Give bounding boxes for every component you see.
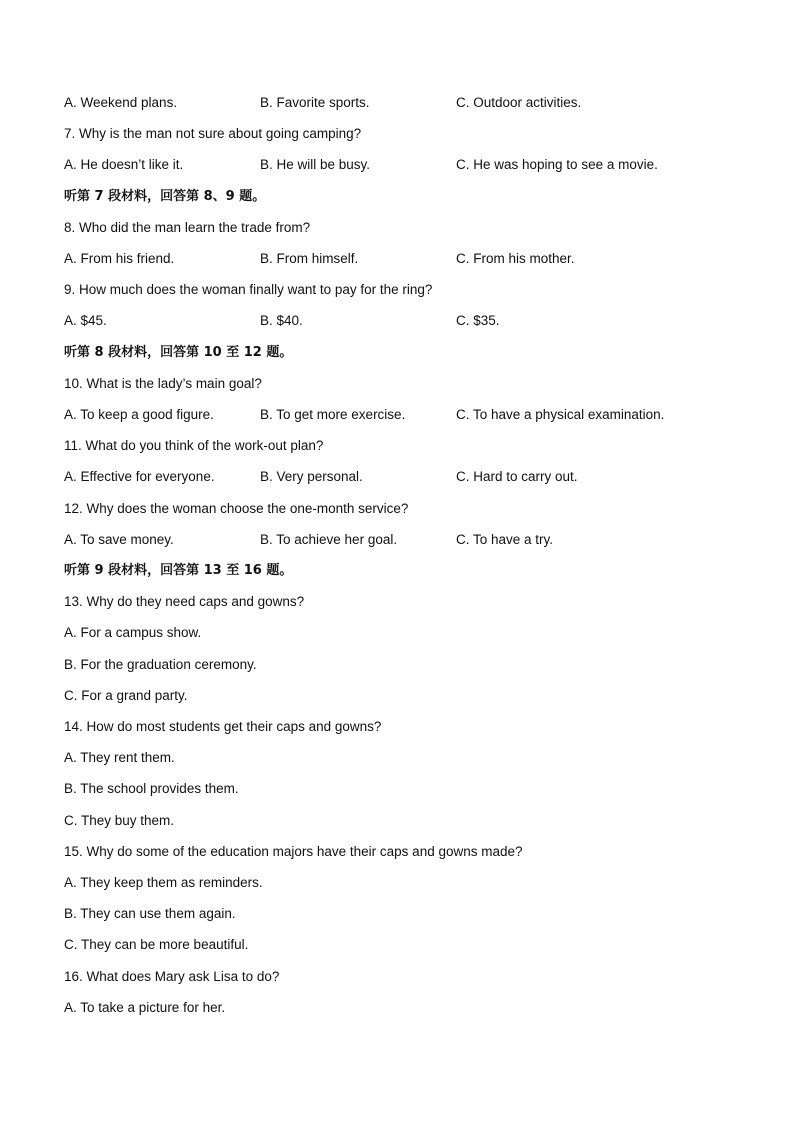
answer-option: A. He doesn’t like it.	[64, 157, 184, 172]
answer-option: B. To get more exercise.	[260, 407, 406, 422]
answer-option: A. To keep a good figure.	[64, 407, 214, 422]
question-text: 14. How do most students get their caps and gowns?	[64, 719, 382, 734]
answer-option: C. Hard to carry out.	[456, 469, 578, 484]
question-text: 10. What is the lady’s main goal?	[64, 376, 262, 391]
answer-option: C. $35.	[456, 313, 500, 328]
answer-option: A. To take a picture for her.	[64, 1000, 226, 1015]
answer-option: B. $40.	[260, 313, 303, 328]
question-text: 8. Who did the man learn the trade from?	[64, 220, 311, 235]
answer-option: A. For a campus show.	[64, 625, 202, 640]
question-text: 13. Why do they need caps and gowns?	[64, 594, 305, 609]
answer-option: C. They can be more beautiful.	[64, 937, 249, 952]
question-text: 16. What does Mary ask Lisa to do?	[64, 969, 280, 984]
section-heading: 听第 7 段材料，回答第 8、9 题。	[64, 189, 266, 204]
answer-option: B. For the graduation ceremony.	[64, 657, 257, 672]
section-heading: 听第 8 段材料，回答第 10 至 12 题。	[64, 345, 293, 360]
answer-option: B. Favorite sports.	[260, 95, 370, 110]
answer-option: A. Weekend plans.	[64, 95, 178, 110]
answer-option: A. To save money.	[64, 532, 174, 547]
answer-option: B. He will be busy.	[260, 157, 371, 172]
answer-option: A. $45.	[64, 313, 107, 328]
answer-option: A. They keep them as reminders.	[64, 875, 263, 890]
answer-option: C. They buy them.	[64, 813, 175, 828]
question-text: 9. How much does the woman finally want to pay for the ring?	[64, 282, 433, 297]
answer-option: C. To have a physical examination.	[456, 407, 665, 422]
answer-option: C. Outdoor activities.	[456, 95, 582, 110]
question-text: 12. Why does the woman choose the one-month service?	[64, 501, 409, 516]
question-text: 11. What do you think of the work-out plan?	[64, 438, 324, 453]
answer-option: C. He was hoping to see a movie.	[456, 157, 658, 172]
question-text: 7. Why is the man not sure about going camping?	[64, 126, 362, 141]
answer-option: C. From his mother.	[456, 251, 575, 266]
answer-option: C. To have a try.	[456, 532, 554, 547]
question-text: 15. Why do some of the education majors have their caps and gowns made?	[64, 844, 523, 859]
answer-option: B. To achieve her goal.	[260, 532, 398, 547]
answer-option: C. For a grand party.	[64, 688, 188, 703]
answer-option: B. The school provides them.	[64, 781, 239, 796]
answer-option: B. They can use them again.	[64, 906, 236, 921]
answer-option: B. Very personal.	[260, 469, 363, 484]
answer-option: A. From his friend.	[64, 251, 175, 266]
answer-option: A. They rent them.	[64, 750, 175, 765]
answer-option: B. From himself.	[260, 251, 359, 266]
section-heading: 听第 9 段材料，回答第 13 至 16 题。	[64, 563, 293, 578]
answer-option: A. Effective for everyone.	[64, 469, 215, 484]
